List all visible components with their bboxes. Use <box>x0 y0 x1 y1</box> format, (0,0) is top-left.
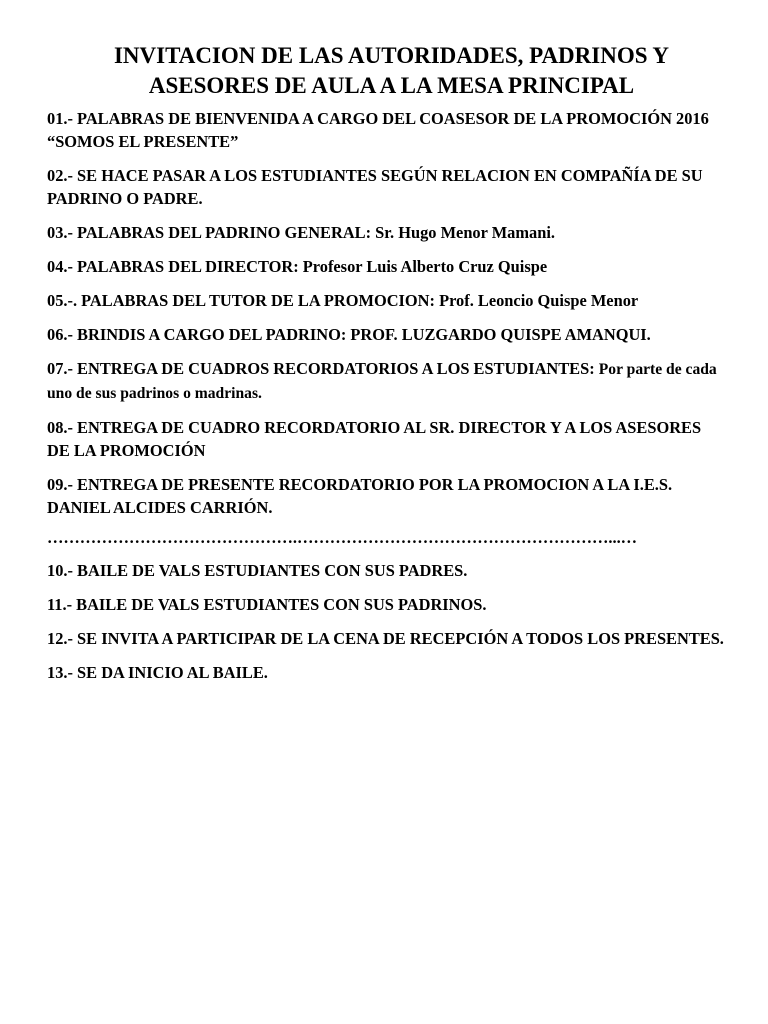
program-item-07-detail: Por parte de cada uno de sus padrinos o madrinas. <box>47 361 717 402</box>
program-item-04 <box>47 256 724 279</box>
program-item-13: 13.- SE DA INICIO AL BAILE. <box>47 663 268 682</box>
program-item-04-name: Profesor Luis Alberto Cruz Quispe <box>302 257 548 276</box>
program-item-09: 09.- ENTREGA DE PRESENTE RECORDATORIO POR LA PROMOCION A LA I.E.S. DANIEL ALCIDES CARRIÓN. <box>47 475 673 517</box>
program-item-10: 10.- BAILE DE VALS ESTUDIANTES CON SUS PADRES. <box>47 560 468 580</box>
document-title: INVITACION DE LAS AUTORIDADES, PADRINOS Y ASESORES DE AULA A LA MESA PRINCIPAL <box>113 43 670 98</box>
program-item-05 <box>47 290 724 313</box>
program-item-02: 02.- SE HACE PASAR A LOS ESTUDIANTES SEGÚN RELACION EN COMPAÑÍA DE SU PADRINO O PADRE. <box>47 166 703 208</box>
program-item-03 <box>47 222 724 245</box>
program-item-03-name: Sr. Hugo Menor Mamani. <box>375 223 555 242</box>
dotted-separator: ……………………………………….…………………………………………………...… <box>47 528 638 547</box>
program-item-06: 06.- BRINDIS A CARGO DEL PADRINO: PROF. LUZGARDO QUISPE AMANQUI. <box>47 325 651 344</box>
program-item-12: 12.- SE INVITA A PARTICIPAR DE LA CENA DE RECEPCIÓN A TODOS LOS PRESENTES. <box>47 628 724 648</box>
program-item-11: 11.- BAILE DE VALS ESTUDIANTES CON SUS PADRINOS. <box>47 594 487 614</box>
program-item-03-lead: 03.- PALABRAS DEL PADRINO GENERAL: <box>47 223 376 242</box>
program-item-04-lead: 04.- PALABRAS DEL DIRECTOR: <box>47 257 303 276</box>
program-item-07-lead: 07.- ENTREGA DE CUADROS RECORDATORIOS A LOS ESTUDIANTES: <box>47 359 599 378</box>
program-item-07 <box>47 358 724 405</box>
program-item-05-lead: 05.-. PALABRAS DEL TUTOR DE LA PROMOCION: <box>47 291 440 310</box>
program-item-01: 01.- PALABRAS DE BIENVENIDA A CARGO DEL COASESOR DE LA PROMOCIÓN 2016 “SOMOS EL PRESENTE” <box>47 109 709 151</box>
program-item-05-name: Prof. Leoncio Quispe Menor <box>439 291 639 310</box>
program-item-08: 08.- ENTREGA DE CUADRO RECORDATORIO AL SR. DIRECTOR Y A LOS ASESORES DE LA PROMOCIÓN <box>47 418 702 460</box>
